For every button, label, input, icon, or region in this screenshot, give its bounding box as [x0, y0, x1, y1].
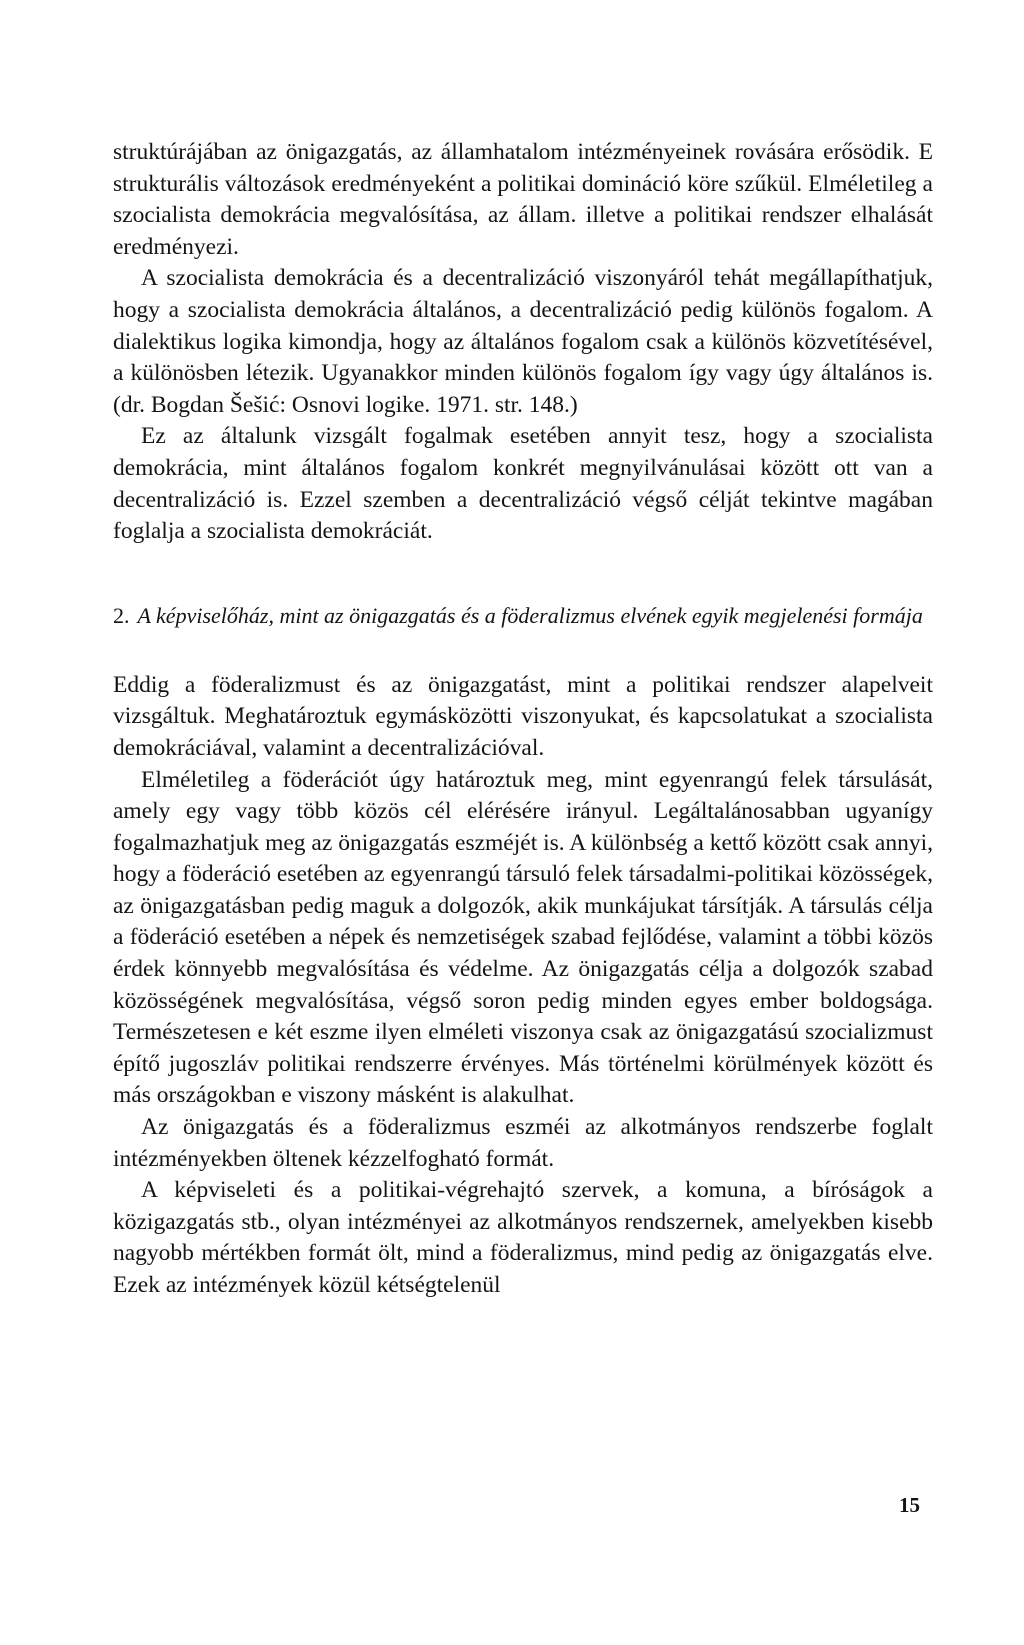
page-number: 15 [899, 1493, 920, 1517]
paragraph: A szocialista demokrácia és a decentralizáció viszonyáról tehát megállapíthatjuk, hogy a szocialista demokrácia általános, a decentralizáció pedig különös fogalom. A dialektikus logika kimondja, hogy az általános fogalom csak a különös közvetítésével, a különösben létezik. Ugyanakkor minden különös fogalom így vagy úgy általános is. (dr. Bogdan Šešić: Osnovi logike. 1971. str. 148.) [113, 265, 933, 418]
page-body [113, 137, 933, 1302]
section-number: 2. [113, 602, 130, 628]
paragraph: Eddig a föderalizmust és az önigazgatást, mint a politikai rendszer alapelveit vizsgáltuk. Meghatároztuk egymásközötti viszonyukat, és kapcsolatukat a szocialista demokráciával, valamint a decentralizációval. [113, 671, 933, 761]
section-heading [113, 600, 933, 632]
paragraph: struktúrájában az önigazgatás, az államhatalom intézményeinek rovására erősödik. E strukturális változások eredményeként a politikai domináció köre szűkül. Elméletileg a szocialista demokrácia megvalósítása, az állam. illetve a politikai rendszer elhalását eredményezi. [113, 139, 933, 260]
paragraph: Elméletileg a föderációt úgy határoztuk meg, mint egyenrangú felek társulását, amely egy vagy több közös cél elérésére irányul. Legáltalánosabban ugyanígy fogalmazhatjuk meg az önigazgatás eszméjét is. A különbség a kettő között csak annyi, hogy a föderáció esetében az egyenrangú társuló felek társadalmi-politikai közösségek, az önigazgatásban pedig maguk a dolgozók, akik munkájukat társítják. A társulás célja a föderáció esetében a népek és nemzetiségek szabad fejlődése, valamint a többi közös érdek könnyebb megvalósítása és védelme. Az önigazgatás célja a dolgozók szabad közösségének megvalósítása, végső soron pedig minden egyes ember boldogsága. Természetesen e két eszme ilyen elméleti viszonya csak az önigazgatású szocializmust építő jugoszláv politikai rendszerre érvényes. Más történelmi körülmények között és más országokban e viszony másként is alakulhat. [113, 766, 933, 1109]
paragraph: Az önigazgatás és a föderalizmus eszméi az alkotmányos rendszerbe foglalt intézményekben öltenek kézzelfogható formát. [113, 1114, 933, 1172]
paragraph: Ez az általunk vizsgált fogalmak esetében annyit tesz, hogy a szocialista demokrácia, mint általános fogalom konkrét megnyilvánulásai között ott van a decentralizáció is. Ezzel szemben a decentralizáció végső célját tekintve magában foglalja a szocialista demokráciát. [113, 423, 933, 545]
paragraph: A képviseleti és a politikai-végrehajtó szervek, a komuna, a bíróságok a közigazgatás stb., olyan intézményei az alkotmányos rendszernek, amelyekben kisebb nagyobb mértékben formát ölt, mind a föderalizmus, mind pedig az önigazgatás elve. Ezek az intézmények közül kétségtelenül [113, 1177, 933, 1298]
section-title: A képviselőház, mint az önigazgatás és a föderalizmus elvének egyik megjelenési formája [137, 602, 923, 628]
